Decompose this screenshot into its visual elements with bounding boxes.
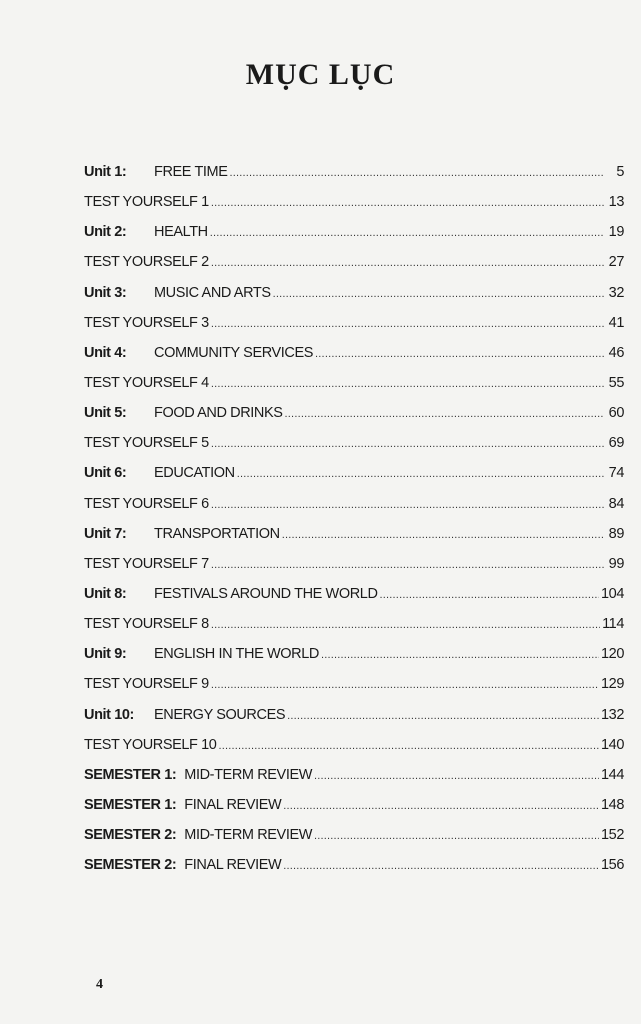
toc-row-test-2 — [84, 254, 624, 284]
toc-leader-dots — [314, 830, 599, 842]
toc-row-semester-2-final — [84, 857, 624, 887]
toc-entry-title: ENERGY SOURCES — [154, 706, 286, 723]
toc-page-number: 55 — [608, 374, 624, 391]
toc-leader-dots — [211, 438, 604, 450]
toc-entry-title: EDUCATION — [154, 465, 235, 482]
toc-row-unit-3 — [84, 285, 624, 315]
toc-row-test-6 — [84, 496, 624, 526]
page-title: MỤC LỤC — [245, 58, 396, 91]
toc-entry-title: TEST YOURSELF 3 — [84, 314, 209, 331]
toc-row-test-7 — [84, 556, 624, 586]
toc-row-test-5 — [84, 435, 624, 465]
toc-leader-dots — [285, 408, 604, 420]
toc-unit-label: Unit 8: — [84, 585, 127, 602]
toc-page-number: 114 — [602, 616, 624, 633]
toc-page-number: 132 — [601, 706, 624, 723]
toc-page-number: 27 — [608, 254, 624, 271]
toc-leader-dots — [210, 227, 604, 239]
toc-row-test-4 — [84, 375, 624, 405]
toc-page-number: 13 — [608, 194, 624, 211]
table-of-contents — [84, 164, 624, 887]
toc-entry-title: FESTIVALS AROUND THE WORLD — [154, 585, 378, 602]
toc-page-number: 69 — [608, 435, 624, 452]
toc-entry-title: MUSIC AND ARTS — [154, 284, 271, 301]
toc-page-number: 104 — [601, 585, 624, 602]
toc-leader-dots — [273, 288, 604, 300]
toc-semester-label: SEMESTER 2: — [84, 857, 177, 874]
toc-page-number: 152 — [601, 827, 624, 844]
toc-page-number: 148 — [601, 796, 624, 813]
toc-page-number: 5 — [616, 164, 624, 180]
toc-unit-label: Unit 6: — [84, 465, 127, 482]
toc-semester-label: SEMESTER 1: — [84, 766, 177, 783]
toc-entry-title: TEST YOURSELF 8 — [84, 616, 209, 633]
toc-page-number: 129 — [601, 676, 624, 693]
toc-entry-title: TEST YOURSELF 2 — [84, 254, 209, 271]
toc-entry-title: FREE TIME — [154, 164, 228, 180]
toc-entry-title: TEST YOURSELF 7 — [84, 555, 209, 572]
toc-leader-dots — [283, 800, 599, 812]
toc-entry-title: FOOD AND DRINKS — [154, 405, 283, 422]
toc-entry-title: COMMUNITY SERVICES — [154, 344, 314, 361]
toc-semester-label: SEMESTER 2: — [84, 827, 177, 844]
toc-row-unit-7 — [84, 526, 624, 556]
toc-row-semester-2-midterm — [84, 827, 624, 857]
toc-entry-title: FINAL REVIEW — [184, 857, 282, 874]
toc-row-test-1 — [84, 194, 624, 224]
toc-page-number: 41 — [608, 314, 624, 331]
toc-page-number: 46 — [608, 344, 624, 361]
toc-page-number: 60 — [608, 405, 624, 422]
toc-unit-label: Unit 5: — [84, 405, 127, 422]
toc-row-semester-1-final — [84, 797, 624, 827]
toc-leader-dots — [314, 770, 599, 782]
toc-entry-title: TEST YOURSELF 1 — [84, 194, 209, 211]
toc-page-number: 89 — [608, 525, 624, 542]
toc-page-number: 32 — [608, 284, 624, 301]
toc-leader-dots — [282, 529, 604, 541]
toc-unit-label: Unit 9: — [84, 646, 127, 663]
toc-leader-dots — [237, 468, 604, 480]
toc-entry-title: TEST YOURSELF 6 — [84, 495, 209, 512]
toc-page-number: 19 — [608, 224, 624, 241]
toc-row-unit-8 — [84, 586, 624, 616]
toc-leader-dots — [283, 860, 599, 872]
toc-row-semester-1-midterm — [84, 767, 624, 797]
toc-semester-label: SEMESTER 1: — [84, 796, 177, 813]
toc-page-number: 74 — [608, 465, 624, 482]
toc-page-number: 140 — [601, 736, 624, 753]
toc-entry-title: MID-TERM REVIEW — [184, 766, 313, 783]
toc-entry-title: FINAL REVIEW — [184, 796, 282, 813]
toc-page-number: 84 — [608, 495, 624, 512]
toc-entry-title: TRANSPORTATION — [154, 525, 280, 542]
toc-entry-title: MID-TERM REVIEW — [184, 827, 313, 844]
toc-row-test-10 — [84, 737, 624, 767]
toc-unit-label: Unit 7: — [84, 525, 127, 542]
toc-entry-title: TEST YOURSELF 10 — [84, 736, 217, 753]
toc-page-number: 120 — [601, 646, 624, 663]
toc-entry-title: ENGLISH IN THE WORLD — [154, 646, 319, 663]
toc-row-test-3 — [84, 315, 624, 345]
toc-row-unit-1 — [84, 164, 624, 194]
toc-unit-label: Unit 4: — [84, 344, 127, 361]
toc-leader-dots — [229, 167, 604, 179]
toc-unit-label: Unit 2: — [84, 224, 127, 241]
toc-row-unit-6 — [84, 465, 624, 495]
toc-leader-dots — [218, 740, 599, 752]
toc-leader-dots — [211, 378, 604, 390]
toc-leader-dots — [380, 589, 599, 601]
toc-leader-dots — [211, 679, 599, 691]
toc-page-number: 156 — [601, 857, 624, 874]
toc-row-unit-9 — [84, 646, 624, 676]
toc-entry-title: TEST YOURSELF 9 — [84, 676, 209, 693]
toc-row-unit-5 — [84, 405, 624, 435]
toc-leader-dots — [315, 348, 604, 360]
toc-leader-dots — [211, 257, 604, 269]
toc-unit-label: Unit 3: — [84, 284, 127, 301]
toc-leader-dots — [287, 710, 599, 722]
toc-leader-dots — [211, 559, 604, 571]
toc-leader-dots — [211, 619, 600, 631]
toc-leader-dots — [321, 649, 599, 661]
toc-row-unit-2 — [84, 224, 624, 254]
toc-row-unit-4 — [84, 345, 624, 375]
toc-entry-title: TEST YOURSELF 4 — [84, 374, 209, 391]
toc-row-test-8 — [84, 616, 624, 646]
toc-entry-title: TEST YOURSELF 5 — [84, 435, 209, 452]
toc-unit-label: Unit 1: — [84, 164, 127, 180]
toc-entry-title: HEALTH — [154, 224, 208, 241]
toc-unit-label: Unit 10: — [84, 706, 134, 723]
toc-row-test-9 — [84, 676, 624, 706]
toc-leader-dots — [211, 197, 604, 209]
toc-page-number: 99 — [608, 555, 624, 572]
toc-row-unit-10 — [84, 707, 624, 737]
toc-leader-dots — [211, 499, 604, 511]
toc-page-number: 144 — [601, 766, 624, 783]
footer-page-number: 4 — [96, 977, 103, 992]
toc-leader-dots — [211, 318, 604, 330]
